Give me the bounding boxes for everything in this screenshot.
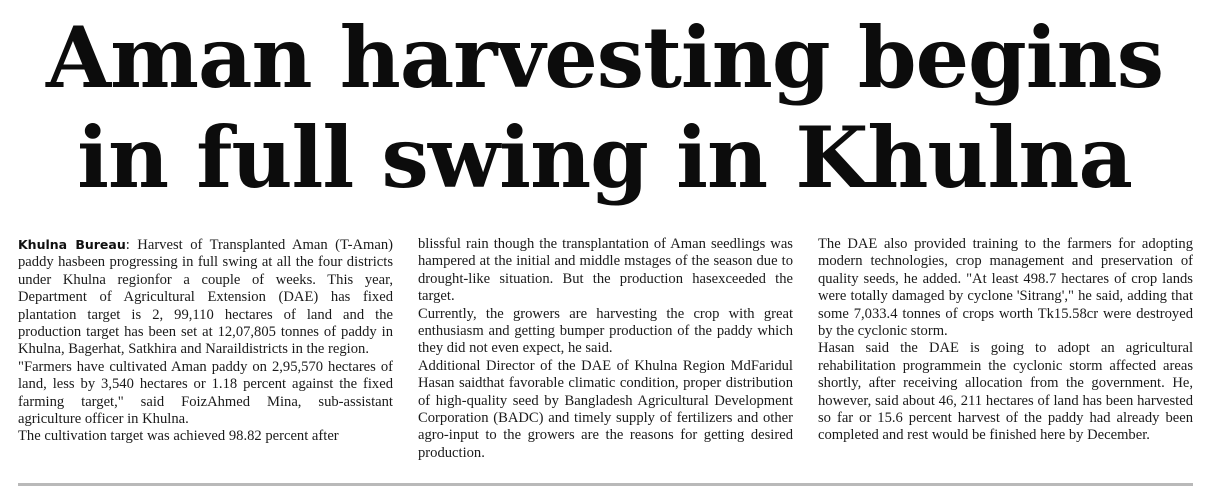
- article-column-3: [818, 236, 1193, 462]
- article-paragraph: blissful rain though the transplantation of Aman seedlings was hampered at the initial and middle mstages of the season due to drought-like situation. But the production hasexceeded the target.: [418, 236, 793, 305]
- article-paragraph: The cultivation target was achieved 98.82 percent after: [18, 428, 339, 445]
- byline: Khulna Bureau: [18, 237, 126, 252]
- article-column-2: [418, 236, 793, 462]
- article-paragraph: [18, 236, 393, 359]
- headline-line-1: Aman harvesting begins: [45, 8, 1164, 107]
- article-paragraph: Hasan said the DAE is going to adopt an agricultural rehabilitation programmein the cyclonic storm affected areas shortly, after receiving allocation from the government. He, however, said about 46, 211 hectares of land has been harvested so far or 15.6 percent harvest of the paddy had already been completed and rest would be finished here by December.: [818, 340, 1193, 444]
- headline-line-2: in full swing in Khulna: [77, 108, 1132, 207]
- article-paragraph: "Farmers have cultivated Aman paddy on 2,95,570 hectares of land, less by 3,540 hectares or 1.18 percent against the fixed farming target," said FoizAhmed Mina, sub-assistant agriculture officer in Khulna.: [18, 358, 393, 428]
- headline: [0, 8, 1209, 208]
- article-column-1: [18, 236, 393, 462]
- article-body: [18, 236, 1193, 462]
- article-paragraph: The DAE also provided training to the farmers for adopting modern technologies, crop management and preservation of quality seeds, he added. "At least 498.7 hectares of crop lands were totally damaged by cyclone 'Sitrang'," he said, adding that some 7,033.4 tonnes of crops worth Tk15.58cr were destroyed by the cyclonic storm.: [818, 236, 1193, 340]
- article-paragraph: Currently, the growers are harvesting the crop with great enthusiasm and getting bumper production of the paddy which they did not even expect, he said.: [418, 305, 793, 357]
- paragraph-text: : Harvest of Transplanted Aman (T-Aman) paddy hasbeen progressing in full swing at all the four districts under Khulna regionfor a couple of weeks. This year, Department of Agricultural Extension (DAE) has fixed plantation target is 2, 99,110 hectares of land and the production target has been set at 12,07,805 tonnes of paddy in Khulna, Bagerhat, Satkhira and Naraildistricts in the region.: [18, 237, 394, 358]
- bottom-divider: [18, 483, 1193, 486]
- article-paragraph: Additional Director of the DAE of Khulna Region MdFaridul Hasan saidthat favorable climatic condition, proper distribution of high-quality seed by Bangladesh Agricultural Development Corporation (BADC) and timely supply of fertilizers and other agro-input to the growers are the reasons for getting desired production.: [418, 357, 793, 461]
